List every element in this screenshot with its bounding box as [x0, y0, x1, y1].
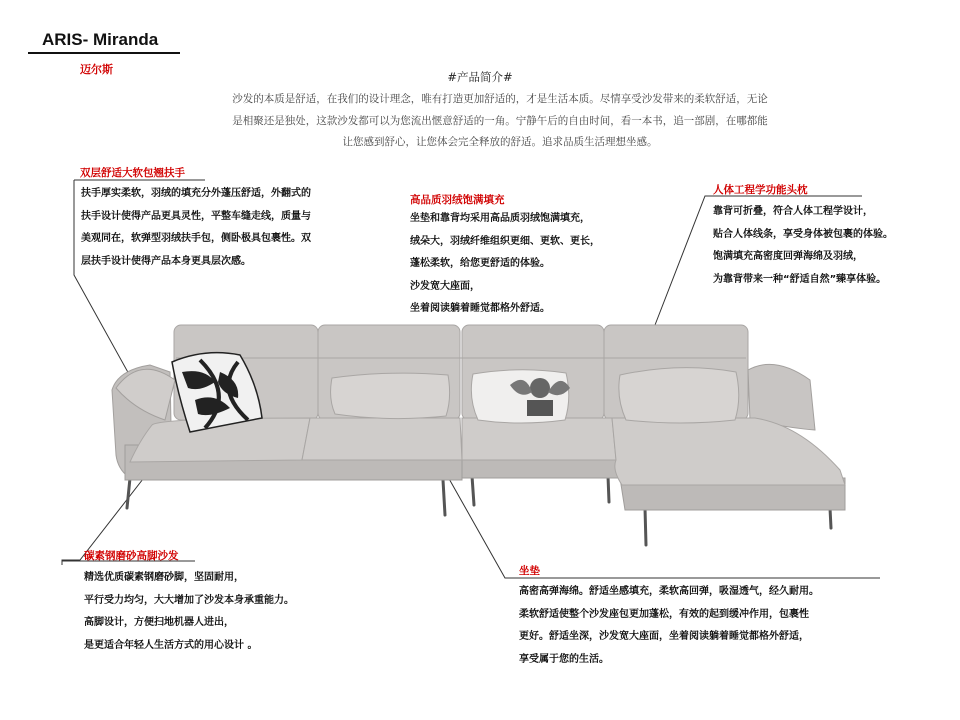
- feature-line: 贴合人体线条，享受身体被包裹的体验。: [713, 228, 893, 240]
- sofa-leg: [443, 480, 445, 515]
- feature-text-headrest: [713, 201, 893, 291]
- feature-heading-down: 高品质羽绒饱满填充: [410, 194, 505, 206]
- feature-line: 坐垫和靠背均采用高品质羽绒饱满填充，: [410, 213, 590, 224]
- feature-line: 享受属于您的生活。: [519, 653, 609, 665]
- feature-line: 蓬松柔软，给您更舒适的体验。: [410, 258, 550, 269]
- feature-heading-headrest: 人体工程学功能头枕: [713, 184, 808, 196]
- feature-line: 坐着阅读躺着睡觉都格外舒适。: [410, 303, 550, 314]
- brand-name: 迈尔斯: [80, 63, 113, 76]
- sofa-leg: [127, 478, 130, 508]
- intro-line: 让您感到舒心，让您体会完全释放的舒适。追求品质生活理想坐感。: [342, 136, 658, 148]
- feature-text-down: [410, 208, 600, 321]
- feature-line: 平行受力均匀，大大增加了沙发本身承重能力。: [84, 594, 294, 606]
- intro-line: 是相聚还是独处，这款沙发都可以为您流出惬意舒适的一角。宁静午后的自由时间，看一本书，追一部剧，在哪都能: [232, 114, 768, 127]
- feature-text-legs: [84, 567, 294, 657]
- cherub-pillow: [471, 370, 570, 423]
- feature-line: 美观同在，软弹型羽绒扶手包，侧卧极具包裹性。双: [81, 233, 311, 244]
- sofa-leg: [608, 476, 609, 502]
- seat-cushion: [462, 418, 616, 460]
- plain-pillow: [619, 368, 739, 423]
- feature-heading-legs: 碳素钢磨砂高脚沙发: [84, 550, 179, 562]
- feature-line: 层扶手设计使得产品本身更具层次感。: [81, 255, 251, 267]
- feature-text-seat: [519, 581, 819, 671]
- feature-line: 是更适合年轻人生活方式的用心设计 。: [84, 639, 258, 651]
- sofa-leg: [645, 508, 646, 545]
- feature-line: 柔软舒适使整个沙发座包更加蓬松，有效的起到缓冲作用，包裹性: [519, 608, 809, 620]
- feature-line: 更好。舒适坐深，沙发宽大座面，坐着阅读躺着睡觉都格外舒适，: [519, 631, 809, 642]
- feature-line: 沙发宽大座面，: [410, 280, 480, 292]
- feature-line: 高密高弹海绵。舒适坐感填充，柔软高回弹，吸湿透气，经久耐用。: [519, 586, 819, 597]
- feature-line: 高脚设计，方便扫地机器人进出，: [84, 617, 234, 628]
- feature-line: 精选优质碳素钢磨砂脚，坚固耐用，: [84, 572, 244, 583]
- feature-text-armrest: [81, 183, 371, 273]
- feature-line: 绒朵大，羽绒纤维组织更细、更软、更长，: [410, 235, 600, 247]
- sofa-leg: [472, 476, 474, 505]
- intro-line: 沙发的本质是舒适，在我们的设计理念，唯有打造更加舒适的，才是生活本质。尽情享受沙发带来的柔软舒适，无论: [232, 93, 768, 105]
- feature-line: 靠背可折叠，符合人体工程学设计，: [713, 206, 873, 217]
- sofa-leg: [830, 508, 831, 528]
- feature-heading-armrest: 双层舒适大软包翘扶手: [80, 167, 185, 179]
- feature-line: 饱满填充高密度回弹海绵及羽绒，: [713, 251, 863, 262]
- feature-line: 为靠背带来一种“舒适自然”臻享体验。: [713, 273, 887, 285]
- feature-line: 扶手设计使得产品更具灵性，平整车缝走线，质量与: [81, 210, 311, 222]
- feature-heading-seat: 坐垫: [519, 565, 540, 577]
- plain-pillow: [331, 373, 450, 418]
- feature-line: 扶手厚实柔软，羽绒的填充分外蓬压舒适，外翻式的: [81, 188, 311, 199]
- intro-heading: #产品简介#: [447, 70, 513, 84]
- seat-cushion: [302, 418, 462, 460]
- product-title: ARIS- Miranda: [42, 30, 159, 49]
